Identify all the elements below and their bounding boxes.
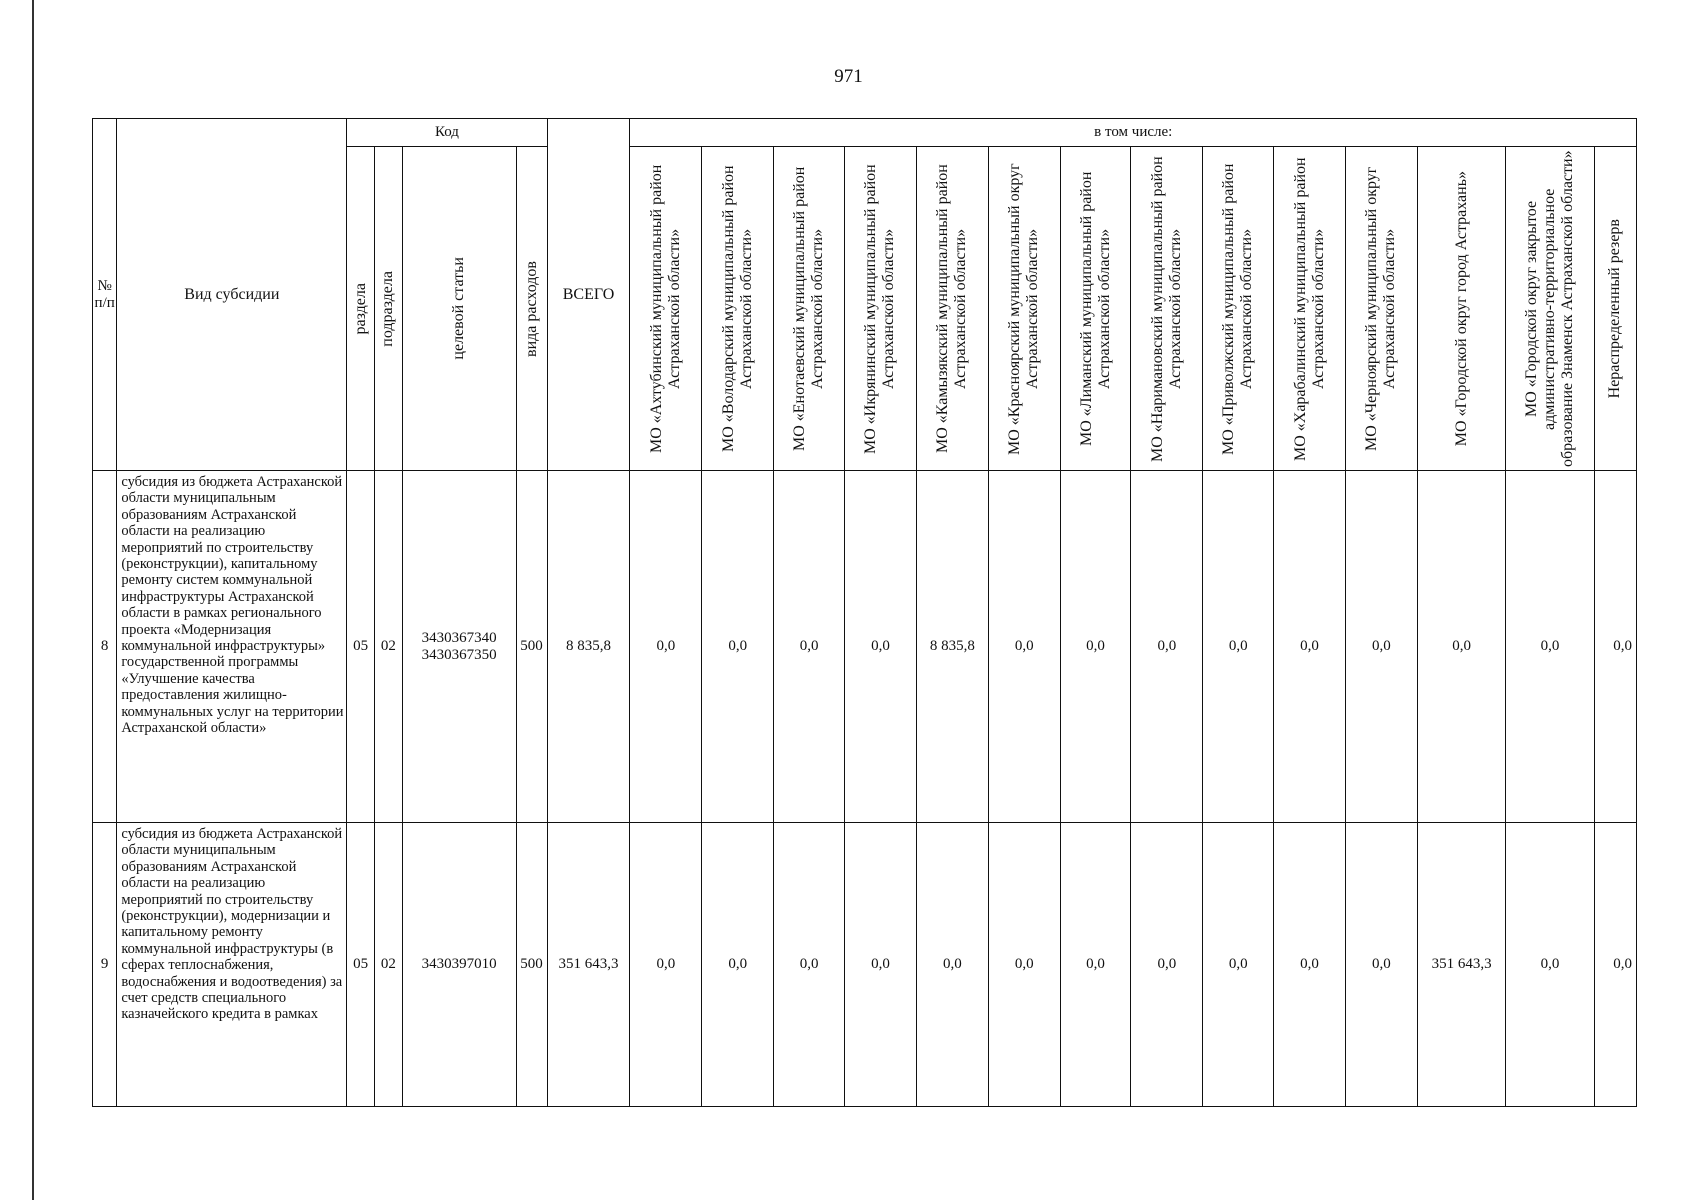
row-value: 0,0 <box>1594 823 1636 1107</box>
header-recipient-reserve: Нераспределенный резерв <box>1594 147 1636 471</box>
row-value: 0,0 <box>774 823 845 1107</box>
row-num: 8 <box>93 471 117 823</box>
row-total: 8 835,8 <box>547 471 630 823</box>
page-number: 971 <box>834 66 863 87</box>
row-value: 0,0 <box>630 823 702 1107</box>
row-subsection: 02 <box>375 823 403 1107</box>
row-num: 9 <box>93 823 117 1107</box>
header-recipient: МО «Енотаевский муниципальный район Астраханской области» <box>774 147 845 471</box>
row-value: 0,0 <box>774 471 845 823</box>
header-recipient: МО «Городской округ закрытое административно-территориальное образование Знаменск Астраханской области» <box>1506 147 1594 471</box>
header-recipient: МО «Икрянинский муниципальный район Астраханской области» <box>845 147 917 471</box>
row-expense-type: 500 <box>516 823 547 1107</box>
header-recipient: МО «Городской округ город Астрахань» <box>1417 147 1505 471</box>
header-recipient: МО «Ахтубинский муниципальный район Астраханской области» <box>630 147 702 471</box>
header-recipient: МО «Наримановский муниципальный район Астраханской области» <box>1131 147 1203 471</box>
row-value: 0,0 <box>702 471 774 823</box>
header-code-expense-type: вида расходов <box>516 147 547 471</box>
row-value: 8 835,8 <box>916 471 988 823</box>
row-value: 0,0 <box>630 471 702 823</box>
row-section: 05 <box>347 471 375 823</box>
header-including: в том числе: <box>630 119 1637 147</box>
row-value: 0,0 <box>916 823 988 1107</box>
header-recipient: МО «Лиманский муниципальный район Астраханской области» <box>1060 147 1131 471</box>
header-code-section: раздела <box>347 147 375 471</box>
header-code: Код <box>347 119 547 147</box>
row-description: субсидия из бюджета Астраханской области муниципальным образованиям Астраханской области на реализацию мероприятий по строительству (реконструкции), модернизации и капитальному ремонту коммунальной инфраструктуры (в сферах теплоснабжения, водоснабжения и водоотведения) за счет средств специального казначейского кредита в рамках <box>117 823 347 1107</box>
header-recipient: МО «Красноярский муниципальный округ Астраханской области» <box>988 147 1060 471</box>
header-subsidy-type: Вид субсидии <box>117 119 347 471</box>
row-value: 0,0 <box>1506 471 1594 823</box>
header-recipient: МО «Черноярский муниципальный округ Астраханской области» <box>1345 147 1417 471</box>
row-target-code: 3430367350 <box>421 646 497 663</box>
row-value: 0,0 <box>1131 471 1203 823</box>
header-total: ВСЕГО <box>547 119 630 471</box>
row-section: 05 <box>347 823 375 1107</box>
row-value: 0,0 <box>1060 823 1131 1107</box>
row-value: 0,0 <box>988 471 1060 823</box>
row-value: 0,0 <box>1417 471 1505 823</box>
row-value: 0,0 <box>702 823 774 1107</box>
left-margin-line <box>32 0 34 1200</box>
row-value: 0,0 <box>1274 823 1346 1107</box>
header-recipient: МО «Приволжский муниципальный район Астраханской области» <box>1203 147 1274 471</box>
row-value: 0,0 <box>1203 471 1274 823</box>
row-expense-type: 500 <box>516 471 547 823</box>
row-value: 0,0 <box>1060 471 1131 823</box>
row-value: 0,0 <box>845 471 917 823</box>
row-target-code: 3430367340 <box>421 629 497 646</box>
row-target-code: 3430397010 <box>421 956 497 972</box>
table-row <box>93 471 1637 823</box>
row-value: 0,0 <box>1345 471 1417 823</box>
row-value: 0,0 <box>1506 823 1594 1107</box>
row-target <box>402 823 516 1107</box>
row-target <box>402 471 516 823</box>
header-recipient: МО «Харабалинский муниципальный район Астраханской области» <box>1274 147 1346 471</box>
subsidy-table <box>92 118 1637 1107</box>
row-value: 351 643,3 <box>1417 823 1505 1107</box>
row-value: 0,0 <box>1594 471 1636 823</box>
header-code-subsection: подраздела <box>375 147 403 471</box>
row-value: 0,0 <box>1131 823 1203 1107</box>
header-code-target: целевой статьи <box>402 147 516 471</box>
row-value: 0,0 <box>1274 471 1346 823</box>
header-recipient: МО «Володарский муниципальный район Астраханской области» <box>702 147 774 471</box>
table-row <box>93 823 1637 1107</box>
row-description: субсидия из бюджета Астраханской области муниципальным образованиям Астраханской области на реализацию мероприятий по строительству (реконструкции), капитальному ремонту систем коммунальной инфраструктуры Астраханской области в рамках регионального проекта «Модернизация коммунальной инфраструктуры» государственной программы «Улучшение качества предоставления жилищно-коммунальных услуг на территории Астраханской области» <box>117 471 347 823</box>
header-recipient: МО «Камызякский муниципальный район Астраханской области» <box>916 147 988 471</box>
row-value: 0,0 <box>1345 823 1417 1107</box>
row-value: 0,0 <box>988 823 1060 1107</box>
row-value: 0,0 <box>845 823 917 1107</box>
header-num: № п/п <box>93 119 117 471</box>
row-total: 351 643,3 <box>547 823 630 1107</box>
row-value: 0,0 <box>1203 823 1274 1107</box>
row-subsection: 02 <box>375 471 403 823</box>
